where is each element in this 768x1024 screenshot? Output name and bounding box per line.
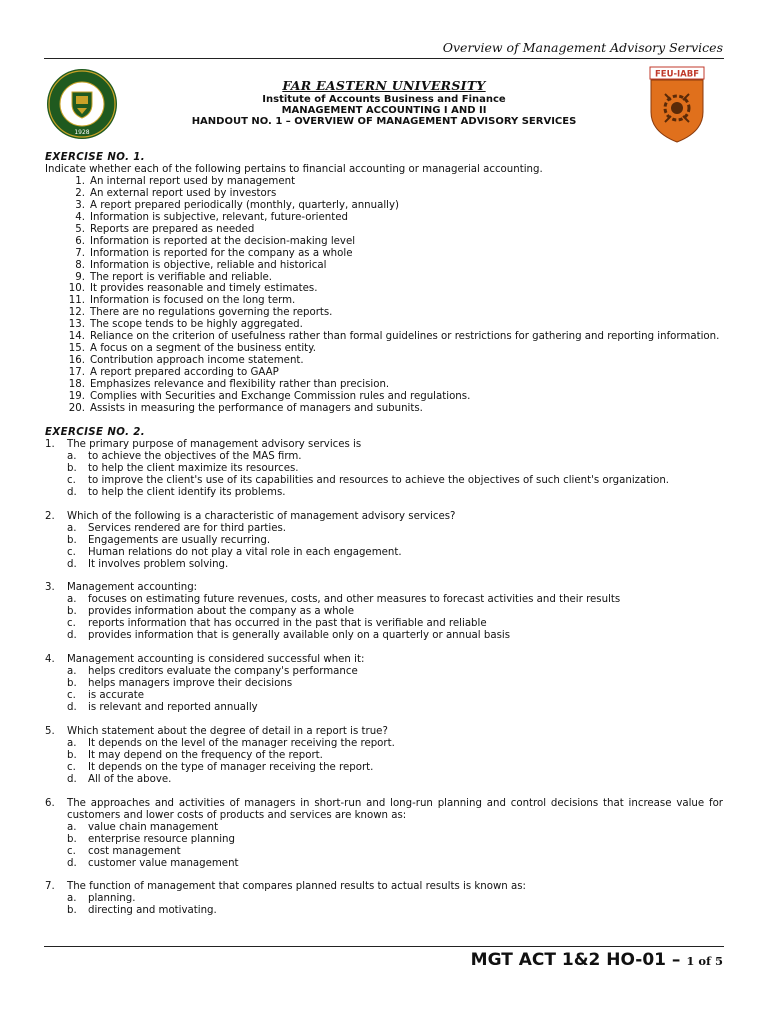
handout-title: HANDOUT NO. 1 – OVERVIEW OF MANAGEMENT ADVISORY SERVICES — [191, 116, 577, 127]
answer-option — [45, 774, 723, 786]
item-number: 19. — [68, 391, 85, 403]
list-item — [45, 188, 723, 200]
option-letter: b. — [67, 534, 77, 546]
option-letter: b. — [67, 462, 77, 474]
question-spacer — [45, 714, 723, 726]
option-text: reports information that has occurred in the past that is verifiable and reliable — [88, 618, 487, 630]
item-number: 9. — [75, 271, 85, 283]
item-text: Information is objective, reliable and historical — [90, 259, 327, 271]
question-number: 1. — [45, 438, 55, 450]
option-text: helps creditors evaluate the company's performance — [88, 666, 358, 678]
option-letter: a. — [67, 522, 77, 534]
option-letter: d. — [67, 558, 77, 570]
answer-option — [45, 630, 723, 642]
option-letter: a. — [67, 450, 77, 462]
question — [45, 582, 723, 594]
item-number: 4. — [75, 211, 85, 223]
item-number: 16. — [68, 355, 85, 367]
item-number: 12. — [68, 307, 85, 319]
item-text: An internal report used by management — [90, 175, 296, 187]
exercise-2-list — [45, 439, 723, 917]
answer-option — [45, 678, 723, 690]
option-text: focuses on estimating future revenues, costs, and other measures to forecast activities and their results — [88, 594, 621, 606]
list-item — [45, 212, 723, 224]
option-letter: b. — [67, 606, 77, 618]
item-text: An external report used by investors — [90, 187, 277, 199]
question — [45, 439, 723, 451]
exercise-1-instruction: Indicate whether each of the following pertains to financial accounting or managerial accounting. — [45, 163, 543, 175]
item-text: Reports are prepared as needed — [90, 223, 255, 235]
list-item — [45, 295, 723, 307]
item-number: 14. — [68, 331, 85, 343]
question-number: 6. — [45, 797, 55, 809]
option-letter: d. — [67, 702, 77, 714]
list-item — [45, 248, 723, 260]
answer-option — [45, 702, 723, 714]
answer-option — [45, 606, 723, 618]
item-text: Contribution approach income statement. — [90, 355, 304, 367]
list-item — [45, 319, 723, 331]
answer-option — [45, 594, 723, 606]
option-text: planning. — [88, 893, 136, 905]
question — [45, 881, 723, 893]
item-text: The report is verifiable and reliable. — [90, 271, 273, 283]
option-letter: c. — [67, 761, 76, 773]
answer-option — [45, 750, 723, 762]
answer-option — [45, 535, 723, 547]
answer-option — [45, 451, 723, 463]
item-text: There are no regulations governing the reports. — [90, 307, 333, 319]
question — [45, 798, 723, 822]
option-text: enterprise resource planning — [88, 833, 235, 845]
question-text: The function of management that compares planned results to actual results is known as: — [67, 881, 526, 893]
footer-code: MGT ACT 1&2 HO-01 – — [470, 950, 681, 970]
option-letter: d. — [67, 773, 77, 785]
option-text: It depends on the type of manager receiving the report. — [88, 761, 374, 773]
question-number: 4. — [45, 654, 55, 666]
item-text: It provides reasonable and timely estimates. — [90, 283, 318, 295]
question — [45, 511, 723, 523]
option-letter: c. — [67, 474, 76, 486]
option-letter: d. — [67, 486, 77, 498]
option-text: It may depend on the frequency of the report. — [88, 749, 323, 761]
svg-text:1928: 1928 — [74, 129, 90, 136]
option-letter: c. — [67, 546, 76, 558]
question — [45, 726, 723, 738]
option-text: Human relations do not play a vital role in each engagement. — [88, 546, 402, 558]
answer-option — [45, 738, 723, 750]
item-number: 17. — [68, 367, 85, 379]
option-text: customer value management — [88, 857, 239, 869]
item-number: 13. — [68, 319, 85, 331]
item-number: 15. — [68, 343, 85, 355]
option-text: cost management — [88, 845, 181, 857]
item-number: 10. — [68, 283, 85, 295]
option-text: Services rendered are for third parties. — [88, 522, 287, 534]
item-text: Reliance on the criterion of usefulness rather than formal guidelines or restrictions for gathering and reporting information. — [90, 331, 720, 343]
item-text: A report prepared according to GAAP — [90, 367, 279, 379]
answer-option — [45, 463, 723, 475]
option-text: to improve the client's use of its capabilities and resources to achieve the objectives of such client's organization. — [88, 474, 670, 486]
list-item — [45, 379, 723, 391]
option-letter: a. — [67, 594, 77, 606]
list-item — [45, 403, 723, 415]
option-letter: c. — [67, 845, 76, 857]
option-text: All of the above. — [88, 773, 172, 785]
question-spacer — [45, 786, 723, 798]
option-text: to help the client maximize its resources. — [88, 462, 299, 474]
exercise-2-title: EXERCISE NO. 2. — [45, 426, 146, 438]
option-text: directing and motivating. — [88, 905, 217, 917]
answer-option — [45, 475, 723, 487]
question-number: 3. — [45, 582, 55, 594]
option-text: to help the client identify its problems. — [88, 486, 286, 498]
question-spacer — [45, 642, 723, 654]
answer-option — [45, 523, 723, 535]
list-item — [45, 176, 723, 188]
question-spacer — [45, 869, 723, 881]
item-number: 2. — [75, 187, 85, 199]
option-text: to achieve the objectives of the MAS firm. — [88, 450, 302, 462]
answer-option — [45, 834, 723, 846]
list-item — [45, 236, 723, 248]
option-letter: b. — [67, 749, 77, 761]
option-letter: a. — [67, 737, 77, 749]
question — [45, 654, 723, 666]
answer-option — [45, 846, 723, 858]
header-rule — [44, 58, 724, 59]
question-text: Which of the following is a characteristic of management advisory services? — [67, 510, 456, 522]
option-letter: d. — [67, 857, 77, 869]
item-number: 8. — [75, 259, 85, 271]
page-number: 1 of 5 — [686, 954, 723, 968]
answer-option — [45, 487, 723, 499]
option-letter: a. — [67, 893, 77, 905]
exercise-1-list — [45, 176, 723, 415]
list-item — [45, 391, 723, 403]
answer-option — [45, 762, 723, 774]
list-item — [45, 355, 723, 367]
item-number: 20. — [68, 403, 85, 415]
item-text: Information is reported for the company as a whole — [90, 247, 353, 259]
answer-option — [45, 559, 723, 571]
answer-option — [45, 690, 723, 702]
option-letter: b. — [67, 678, 77, 690]
institute-name: Institute of Accounts Business and Finance — [262, 94, 506, 105]
running-head: Overview of Management Advisory Services — [442, 40, 723, 55]
option-text: provides information about the company as a whole — [88, 606, 355, 618]
question-text: Management accounting is considered successful when it: — [67, 654, 365, 666]
list-item — [45, 224, 723, 236]
option-text: provides information that is generally available only on a quarterly or annual basis — [88, 630, 511, 642]
item-text: The scope tends to be highly aggregated. — [90, 319, 303, 331]
question-text: The approaches and activities of managers in short-run and long-run planning and control decisions that increase value for customers and lower costs of products and services are known as: — [67, 797, 723, 821]
course-title: MANAGEMENT ACCOUNTING I AND II — [281, 105, 487, 116]
option-text: It depends on the level of the manager receiving the report. — [88, 737, 395, 749]
answer-option — [45, 666, 723, 678]
item-text: A focus on a segment of the business entity. — [90, 343, 316, 355]
item-number: 1. — [75, 175, 85, 187]
item-text: Information is reported at the decision-making level — [90, 235, 356, 247]
option-text: value chain management — [88, 821, 219, 833]
answer-option — [45, 858, 723, 870]
handout-body — [45, 152, 723, 917]
question-text: Which statement about the degree of detail in a report is true? — [67, 725, 388, 737]
question-number: 5. — [45, 725, 55, 737]
option-letter: a. — [67, 666, 77, 678]
item-text: A report prepared periodically (monthly, quarterly, annually) — [90, 199, 399, 211]
answer-option — [45, 893, 723, 905]
list-item — [45, 307, 723, 319]
option-letter: a. — [67, 821, 77, 833]
list-item — [45, 272, 723, 284]
question-spacer — [45, 570, 723, 582]
answer-option — [45, 547, 723, 559]
item-text: Emphasizes relevance and flexibility rather than precision. — [90, 379, 390, 391]
item-number: 3. — [75, 199, 85, 211]
option-letter: b. — [67, 905, 77, 917]
answer-option — [45, 822, 723, 834]
item-number: 6. — [75, 235, 85, 247]
item-text: Assists in measuring the performance of managers and subunits. — [90, 403, 423, 415]
option-text: It involves problem solving. — [88, 558, 229, 570]
question-text: The primary purpose of management advisory services is — [67, 438, 362, 450]
item-number: 7. — [75, 247, 85, 259]
question-spacer — [45, 499, 723, 511]
list-item — [45, 367, 723, 379]
question-number: 7. — [45, 881, 55, 893]
list-item — [45, 343, 723, 355]
question-number: 2. — [45, 510, 55, 522]
university-name: FAR EASTERN UNIVERSITY — [282, 78, 486, 93]
list-item — [45, 200, 723, 212]
list-item — [45, 260, 723, 272]
option-text: is relevant and reported annually — [88, 702, 258, 714]
list-item — [45, 331, 723, 343]
option-text: is accurate — [88, 690, 144, 702]
footer-rule — [44, 946, 724, 947]
option-text: Engagements are usually recurring. — [88, 534, 271, 546]
question-text: Management accounting: — [67, 582, 198, 594]
item-text: Information is focused on the long term. — [90, 295, 296, 307]
list-item — [45, 283, 723, 295]
option-letter: c. — [67, 690, 76, 702]
item-number: 11. — [68, 295, 85, 307]
answer-option — [45, 905, 723, 917]
document-header — [0, 78, 768, 127]
option-text: helps managers improve their decisions — [88, 678, 293, 690]
svg-text:FEU-IABF: FEU-IABF — [654, 69, 700, 80]
item-text: Information is subjective, relevant, future-oriented — [90, 211, 348, 223]
exercise-1-title: EXERCISE NO. 1. — [45, 152, 146, 163]
item-number: 5. — [75, 223, 85, 235]
page-footer — [471, 950, 723, 970]
option-letter: d. — [67, 630, 77, 642]
option-letter: c. — [67, 618, 76, 630]
item-number: 18. — [68, 379, 85, 391]
item-text: Complies with Securities and Exchange Commission rules and regulations. — [90, 391, 471, 403]
option-letter: b. — [67, 833, 77, 845]
answer-option — [45, 618, 723, 630]
